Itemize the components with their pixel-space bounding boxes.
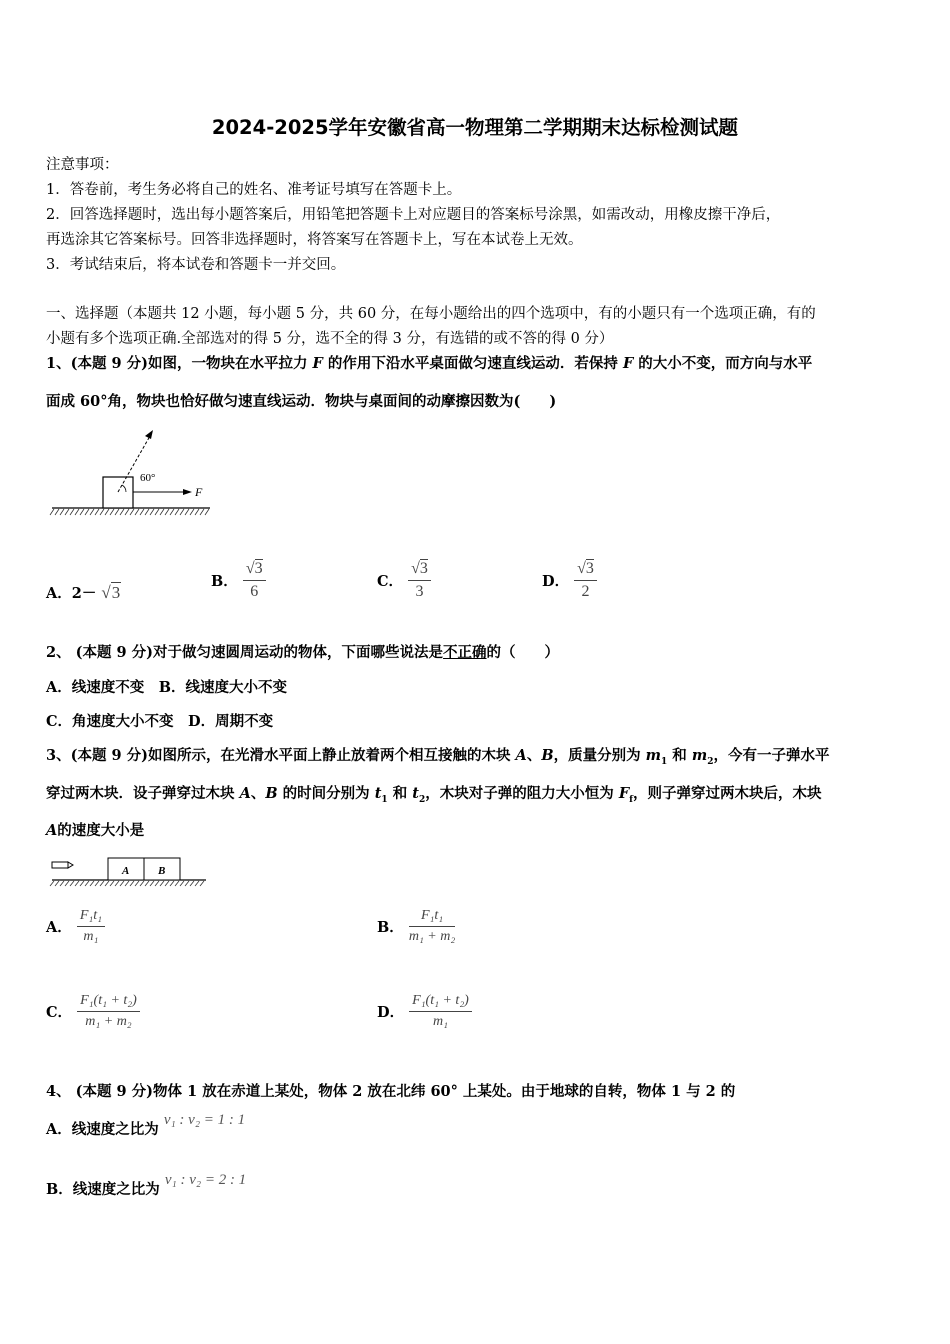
q4-stem: 4、 (本题 9 分)物体 1 放在赤道上某处，物体 2 放在北纬 60° 上某处。由于地球的自转，物体 1 与 2 的 — [46, 1083, 736, 1100]
q3-block-b-label: B — [158, 865, 166, 877]
section-header-line1: 一、选择题（本题共 12 小题，每小题 5 分，共 60 分，在每小题给出的四个选项中，有的小题只有一个选项正确，有的 — [46, 306, 816, 322]
q4-option-a[interactable]: A．线速度之比为 v₁ : v₂ = 1 : 1 — [46, 1112, 246, 1138]
q1-angle-label: 60° — [140, 472, 156, 484]
q2-options-row2[interactable]: C．角速度大小不变 D．周期不变 — [46, 713, 274, 730]
q1-force-label: F — [195, 485, 203, 499]
q1-figure — [46, 420, 226, 520]
notice-item-2: 2．回答选择题时，选出每小题答案后，用铅笔把答题卡上对应题目的答案标号涂黑，如需改动，用橡皮擦干净后， — [46, 207, 781, 223]
page-title: 2024-2025学年安徽省高一物理第二学期期末达标检测试题 — [211, 116, 739, 139]
q1-option-a[interactable]: A．2－ √3 — [46, 583, 121, 602]
q4-option-b[interactable]: B．线速度之比为 v₁ : v₂ = 2 : 1 — [46, 1172, 247, 1198]
q1-option-c[interactable]: C． $\frac{√3}{3}$ — [377, 560, 431, 601]
q2-stem: 2、 (本题 9 分)对于做匀速圆周运动的物体，下面哪些说法是不正确的（ ） — [46, 644, 560, 661]
q3-figure — [46, 852, 216, 892]
q1-option-b[interactable]: B． $\frac{√3}{6}$ — [211, 560, 266, 601]
q1-option-d[interactable]: D． $\frac{√3}{2}$ — [542, 560, 597, 601]
q1-stem-line1: 1、(本题 9 分)如图，一物块在水平拉力 F 的作用下沿水平桌面做匀速直线运动．若保持 F 的大小不变，而方向与水平 — [46, 355, 813, 372]
notice-heading: 注意事项： — [46, 157, 119, 173]
q3-stem-line2: 穿过两木块．设子弹穿过木块 A、B 的时间分别为 $t_1$ 和 $t_2$，木块对子弹的阻力大小恒为 $F_f$，则子弹穿过两木块后，木块 — [46, 785, 822, 805]
q3-block-a-label: A — [122, 865, 130, 877]
section-header-line2: 小题有多个选项正确.全部选对的得 5 分，选不全的得 3 分，有选错的或不答的得 0 分） — [46, 331, 614, 347]
q2-options-row1[interactable]: A．线速度不变 B．线速度大小不变 — [46, 679, 288, 696]
q1-stem-line2: 面成 60°角，物块也恰好做匀速直线运动．物块与桌面间的动摩擦因数为( ) — [46, 393, 557, 410]
q3-stem-line3: A的速度大小是 — [46, 822, 145, 839]
notice-item-3: 3．考试结束后，将本试卷和答题卡一并交回。 — [46, 257, 346, 273]
notice-item-1: 1．答卷前，考生务必将自己的姓名、准考证号填写在答题卡上。 — [46, 182, 462, 198]
q3-option-b[interactable]: B． $\frac{\text{F₁t₁}}{\text{m₁ + m₂}}$ — [377, 908, 456, 944]
notice-item-2-cont: 再选涂其它答案标号。回答非选择题时，将答案写在答题卡上，写在本试卷上无效。 — [46, 232, 583, 248]
q3-option-d[interactable]: D． $\frac{\text{F₁(t₁ + t₂)}}{\text{m₁}}$ — [377, 993, 472, 1030]
q3-stem-line1: 3、(本题 9 分)如图所示，在光滑水平面上静止放着两个相互接触的木块 A、B，质量分别为 $m_1$ 和 $m_2$，今有一子弹水平 — [46, 747, 830, 767]
q3-option-c[interactable]: C． $\frac{\text{F₁(t₁ + t₂)}}{\text{m₁ + m₂}}$ — [46, 993, 140, 1030]
q3-option-a[interactable]: A． $\frac{\text{F₁t₁}}{\text{m₁}}$ — [46, 908, 105, 945]
